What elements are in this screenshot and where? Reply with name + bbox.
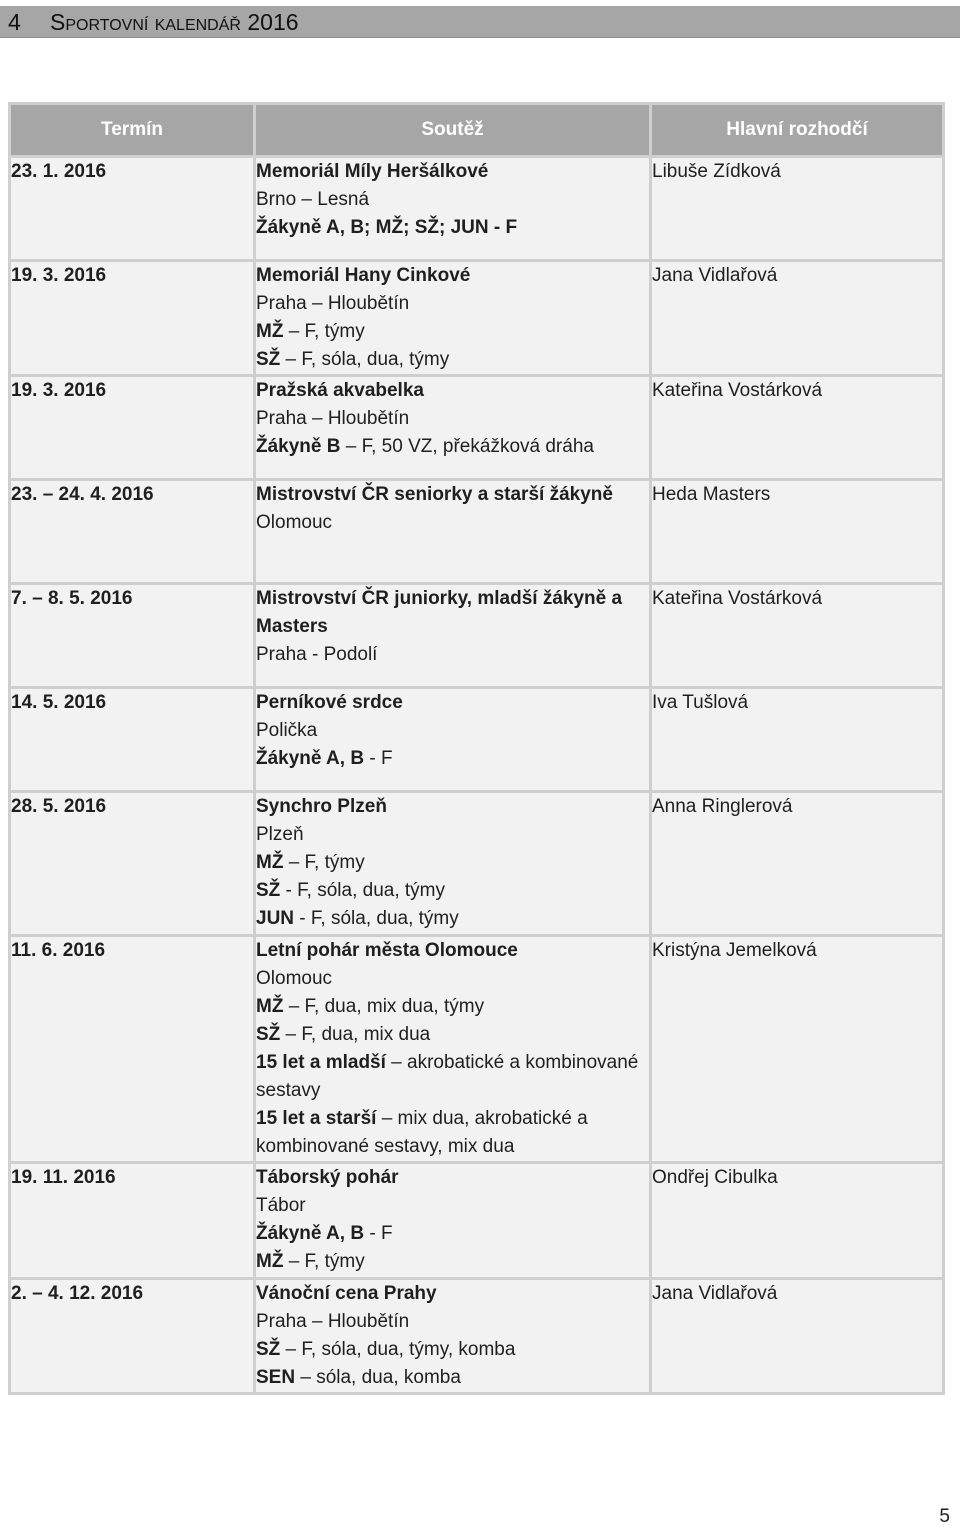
event-detail-line (256, 405, 649, 433)
event-date: 11. 6. 2016 (10, 936, 255, 1163)
table-row (10, 376, 944, 480)
event-category: MŽ (256, 321, 284, 342)
event-detail-text: – F, týmy (283, 852, 365, 873)
event-title: Vánoční cena Prahy (256, 1283, 437, 1304)
head-judge: Ondřej Cibulka (651, 1163, 944, 1279)
event-detail-line (256, 1021, 649, 1049)
event-detail-text: - F, sóla, dua, týmy (280, 880, 446, 901)
event-category: JUN (256, 908, 295, 929)
event-category: SŽ (256, 880, 281, 901)
event-detail-text: Praha – Hloubětín (256, 408, 410, 429)
event-title: Memoriál Míly Heršálkové (256, 161, 489, 182)
event-category: Žákyně A, B (256, 748, 365, 769)
event-category: SEN (256, 1367, 296, 1388)
event-detail-line (256, 214, 649, 242)
event-detail-text: – F, dua, mix dua (280, 1024, 431, 1045)
event-detail-line (256, 509, 649, 537)
event-title: Perníkové srdce (256, 692, 403, 713)
event-category: MŽ (256, 1251, 284, 1272)
head-judge: Jana Vidlařová (651, 261, 944, 376)
head-judge: Iva Tušlová (651, 688, 944, 792)
calendar-table (8, 102, 945, 1395)
event-detail-line (256, 1192, 649, 1220)
event-detail-text: - F (364, 1223, 393, 1244)
event-detail-text: Polička (256, 720, 318, 741)
event-cell (255, 584, 651, 688)
event-detail-text: – F, sóla, dua, týmy (280, 349, 450, 370)
event-detail-line (256, 1049, 649, 1105)
event-category: SŽ (256, 1024, 281, 1045)
table-row (10, 1163, 944, 1279)
event-detail-line (256, 1336, 649, 1364)
event-category: Žákyně A, B (256, 1223, 365, 1244)
table-row (10, 480, 944, 584)
head-judge: Anna Ringlerová (651, 792, 944, 936)
event-title: Synchro Plzeň (256, 796, 387, 817)
event-detail-line (256, 993, 649, 1021)
event-detail-line (256, 905, 649, 933)
event-detail-line (256, 1105, 649, 1161)
event-category: MŽ (256, 996, 284, 1017)
calendar-body (10, 157, 944, 1394)
event-title: Pražská akvabelka (256, 380, 424, 401)
head-judge: Kateřina Vostárková (651, 376, 944, 480)
head-judge: Jana Vidlařová (651, 1279, 944, 1394)
event-detail-text: Tábor (256, 1195, 306, 1216)
event-detail-line (256, 641, 649, 669)
event-cell (255, 261, 651, 376)
event-cell (255, 480, 651, 584)
event-category: MŽ (256, 852, 284, 873)
event-detail-text: Praha – Hloubětín (256, 1311, 410, 1332)
event-detail-line (256, 849, 649, 877)
event-cell (255, 376, 651, 480)
event-detail-line (256, 346, 649, 374)
event-date: 19. 3. 2016 (10, 261, 255, 376)
event-detail-text: Praha – Hloubětín (256, 293, 410, 314)
event-detail-line (256, 318, 649, 346)
event-cell (255, 792, 651, 936)
event-detail-line (256, 290, 649, 318)
event-title: Táborský pohár (256, 1167, 399, 1188)
head-judge: Kateřina Vostárková (651, 584, 944, 688)
event-detail-text: – mix dua, akrobatické a kombinované sestavy, mix dua (256, 1108, 588, 1157)
event-detail-text: – F, dua, mix dua, týmy (283, 996, 485, 1017)
event-detail-line (256, 1248, 649, 1276)
event-detail-line (256, 821, 649, 849)
event-detail-line (256, 877, 649, 905)
event-detail-text: Brno – Lesná (256, 189, 370, 210)
event-detail-text: Praha - Podolí (256, 644, 378, 665)
column-header-termin: Termín (10, 104, 255, 157)
section-title: Sportovní kalendář 2016 (50, 9, 299, 35)
event-detail-text: – F, sóla, dua, týmy, komba (280, 1339, 516, 1360)
section-number: 4 (8, 9, 21, 35)
table-header-row (10, 104, 944, 157)
event-detail-line (256, 717, 649, 745)
event-detail-text: Plzeň (256, 824, 304, 845)
event-category: SŽ (256, 1339, 281, 1360)
event-title: Memoriál Hany Cinkové (256, 265, 471, 286)
event-category: 15 let a starší (256, 1108, 377, 1129)
table-row (10, 157, 944, 261)
event-cell (255, 1279, 651, 1394)
event-detail-line (256, 433, 649, 461)
event-detail-text: – F, týmy (283, 1251, 365, 1272)
table-row (10, 261, 944, 376)
event-detail-line (256, 965, 649, 993)
table-row (10, 792, 944, 936)
table-row (10, 688, 944, 792)
event-detail-text: Olomouc (256, 512, 333, 533)
event-date: 2. – 4. 12. 2016 (10, 1279, 255, 1394)
event-date: 19. 11. 2016 (10, 1163, 255, 1279)
event-detail-line (256, 1308, 649, 1336)
head-judge: Heda Masters (651, 480, 944, 584)
event-date: 14. 5. 2016 (10, 688, 255, 792)
event-detail-line (256, 745, 649, 773)
event-date: 19. 3. 2016 (10, 376, 255, 480)
event-detail-text: – F, týmy (283, 321, 365, 342)
event-cell (255, 688, 651, 792)
event-cell (255, 1163, 651, 1279)
page-number: 5 (939, 1506, 950, 1527)
event-category: Žákyně B (256, 436, 341, 457)
event-category: SŽ (256, 349, 281, 370)
event-date: 7. – 8. 5. 2016 (10, 584, 255, 688)
head-judge: Libuše Zídková (651, 157, 944, 261)
event-date: 23. 1. 2016 (10, 157, 255, 261)
event-date: 28. 5. 2016 (10, 792, 255, 936)
table-row (10, 936, 944, 1163)
event-detail-text: – F, 50 VZ, překážková dráha (340, 436, 594, 457)
event-category: 15 let a mladší (256, 1052, 386, 1073)
section-heading (0, 6, 960, 38)
event-detail-text: - F (364, 748, 393, 769)
table-row (10, 584, 944, 688)
event-detail-text: – akrobatické a kombinované sestavy (256, 1052, 639, 1101)
event-detail-text: Olomouc (256, 968, 333, 989)
event-title: Mistrovství ČR juniorky, mladší žákyně a Masters (256, 588, 623, 637)
column-header-soutez: Soutěž (255, 104, 651, 157)
table-row (10, 1279, 944, 1394)
event-cell (255, 936, 651, 1163)
head-judge: Kristýna Jemelková (651, 936, 944, 1163)
event-cell (255, 157, 651, 261)
column-header-hlavni-rozhodci: Hlavní rozhodčí (651, 104, 944, 157)
event-detail-text: – sóla, dua, komba (295, 1367, 461, 1388)
event-detail-text: - F, sóla, dua, týmy (294, 908, 459, 929)
event-title: Mistrovství ČR seniorky a starší žákyně (256, 484, 613, 505)
event-category: Žákyně A, B; MŽ; SŽ; JUN - F (256, 217, 518, 238)
event-date: 23. – 24. 4. 2016 (10, 480, 255, 584)
event-detail-line (256, 1364, 649, 1392)
event-detail-line (256, 186, 649, 214)
event-detail-line (256, 1220, 649, 1248)
event-title: Letní pohár města Olomouce (256, 940, 518, 961)
